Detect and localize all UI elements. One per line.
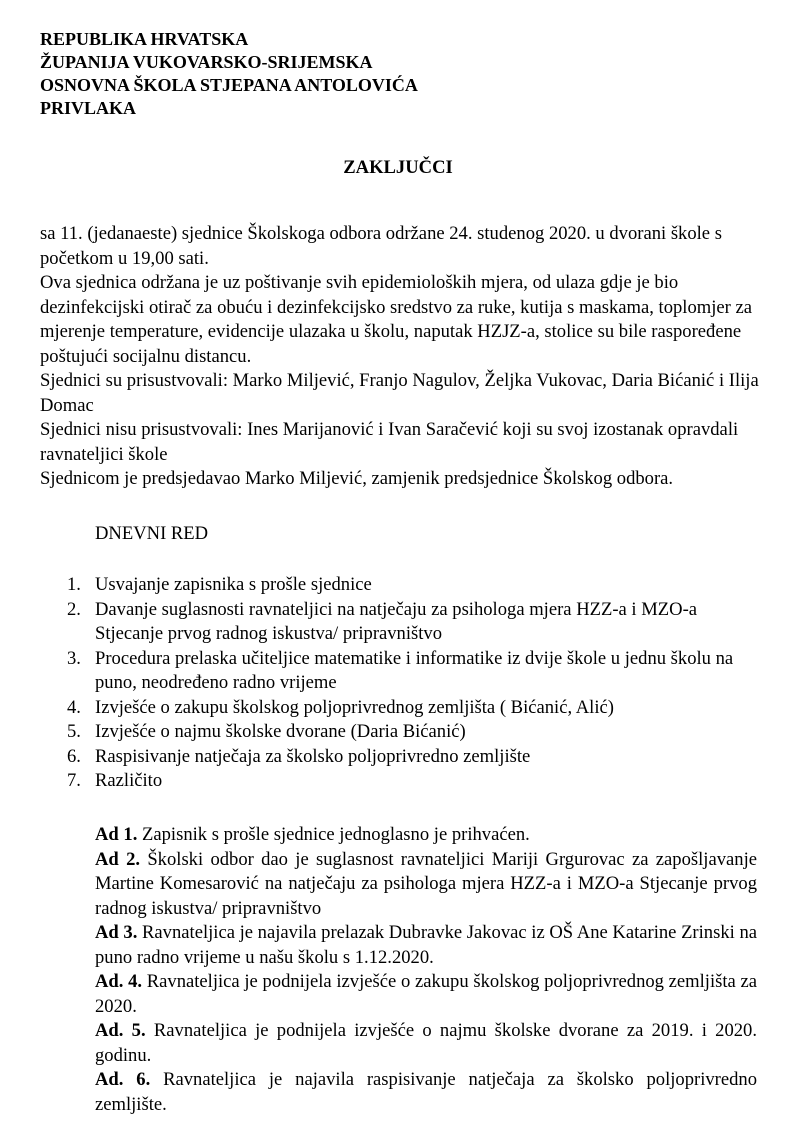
agenda-item-text: Procedura prelaska učiteljice matematike i informatike iz dvije škole u jednu školu na puno, neodređeno radno vrijeme: [95, 647, 734, 693]
conclusion-label: Ad. 6.: [95, 1069, 151, 1090]
agenda-item: [40, 647, 760, 696]
agenda-item-number: 3.: [67, 647, 81, 669]
agenda-item-text: Različito: [95, 770, 163, 791]
agenda-item-number: 2.: [67, 598, 81, 620]
letterhead-line: ŽUPANIJA VUKOVARSKO-SRIJEMSKA: [40, 52, 373, 72]
agenda-item-text: Davanje suglasnosti ravnateljici na natječaju za psihologa mjera HZZ-a i MZO-a Stjecanje prvog radnog iskustva/ pripravništvo: [95, 598, 698, 644]
conclusion-label: Ad. 4.: [95, 971, 143, 992]
conclusion-item: [95, 1019, 757, 1068]
agenda-heading: DNEVNI RED: [95, 523, 209, 544]
absentees-paragraph: Sjednici nisu prisustvovali: Ines Marijanović i Ivan Saračević koji su svoj izostanak opravdali ravnateljici škole: [40, 419, 739, 465]
session-info: sa 11. (jedanaeste) sjednice Školskoga odbora održane 24. studenog 2020. u dvorani škole s početkom u 19,00 sati.: [40, 223, 722, 269]
conclusion-text: Ravnateljica je najavila prelazak Dubravke Jakovac iz OŠ Ane Katarine Zrinski na puno radno vrijeme u našu školu s 1.12.2020.: [95, 922, 757, 968]
intro-section: [40, 222, 760, 492]
attendees-paragraph: Sjednici su prisustvovali: Marko Miljević, Franjo Nagulov, Željka Vukovac, Daria Bićanić i Ilija Domac: [40, 370, 759, 416]
conclusion-item: [95, 823, 757, 848]
agenda-item-number: 6.: [67, 745, 81, 767]
agenda-item-number: 1.: [67, 574, 81, 595]
conclusion-label: Ad 1.: [95, 824, 138, 845]
agenda-item: [40, 745, 760, 770]
letterhead-line: OSNOVNA ŠKOLA STJEPANA ANTOLOVIĆA: [40, 75, 418, 95]
measures-paragraph: Ova sjednica održana je uz poštivanje svih epidemioloških mjera, od ulaza gdje je bio dezinfekcijski otirač za obuću i dezinfekcijsko sredstvo za ruke, kutija s maskama, toplomjer za mjerenje temperature, evidencije ulazaka u školu, naputak HZJZ-a, stolice su bile raspoređene poštujući socijalnu distancu.: [40, 272, 752, 367]
conclusion-item: [95, 1068, 757, 1117]
letterhead-line: REPUBLIKA HRVATSKA: [40, 29, 249, 49]
chair-paragraph: Sjednicom je predsjedavao Marko Miljević, zamjenik predsjednice Školskog odbora.: [40, 468, 674, 489]
conclusion-text: Ravnateljica je najavila raspisivanje natječaja za školsko poljoprivredno zemljište.: [95, 1069, 758, 1115]
conclusion-item: [95, 848, 757, 922]
letterhead-line: PRIVLAKA: [40, 98, 137, 118]
conclusion-label: Ad 3.: [95, 922, 138, 943]
agenda-item: [40, 598, 760, 647]
agenda-item-text: Raspisivanje natječaja za školsko poljoprivredno zemljište: [95, 745, 531, 767]
conclusion-item: [95, 921, 757, 970]
document-title: ZAKLJUČCI: [343, 157, 453, 178]
agenda-item: [40, 573, 760, 598]
conclusion-text: Školski odbor dao je suglasnost ravnateljici Mariji Grgurovac za zapošljavanje Martine Komesarović na natječaju za psihologa mjera HZZ-a i MZO-a Stjecanje prvog radnog iskustva/ pripravništvo: [95, 848, 757, 919]
conclusion-text: Ravnateljica je podnijela izvješće o zakupu školskog poljoprivrednog zemljišta za 2020.: [95, 971, 757, 1017]
conclusion-text: Ravnateljica je podnijela izvješće o najmu školske dvorane za 2019. i 2020. godinu.: [95, 1020, 757, 1066]
agenda-list: [40, 573, 760, 794]
agenda-item: [40, 720, 760, 745]
agenda-item-number: 5.: [67, 721, 81, 742]
letterhead: [40, 28, 418, 120]
agenda-item: [40, 769, 760, 794]
agenda-item-text: Usvajanje zapisnika s prošle sjednice: [95, 574, 372, 595]
conclusion-label: Ad. 5.: [95, 1020, 146, 1041]
conclusions-section: [95, 823, 757, 1117]
conclusion-text: Zapisnik s prošle sjednice jednoglasno je prihvaćen.: [137, 824, 530, 845]
agenda-item-number: 7.: [67, 770, 81, 791]
agenda-item: [40, 696, 760, 721]
conclusion-item: [95, 970, 757, 1019]
agenda-item-number: 4.: [67, 696, 81, 718]
conclusion-label: Ad 2.: [95, 848, 141, 870]
agenda-item-text: Izvješće o zakupu školskog poljoprivrednog zemljišta ( Bićanić, Alić): [95, 696, 614, 718]
agenda-item-text: Izvješće o najmu školske dvorane (Daria Bićanić): [95, 721, 466, 742]
